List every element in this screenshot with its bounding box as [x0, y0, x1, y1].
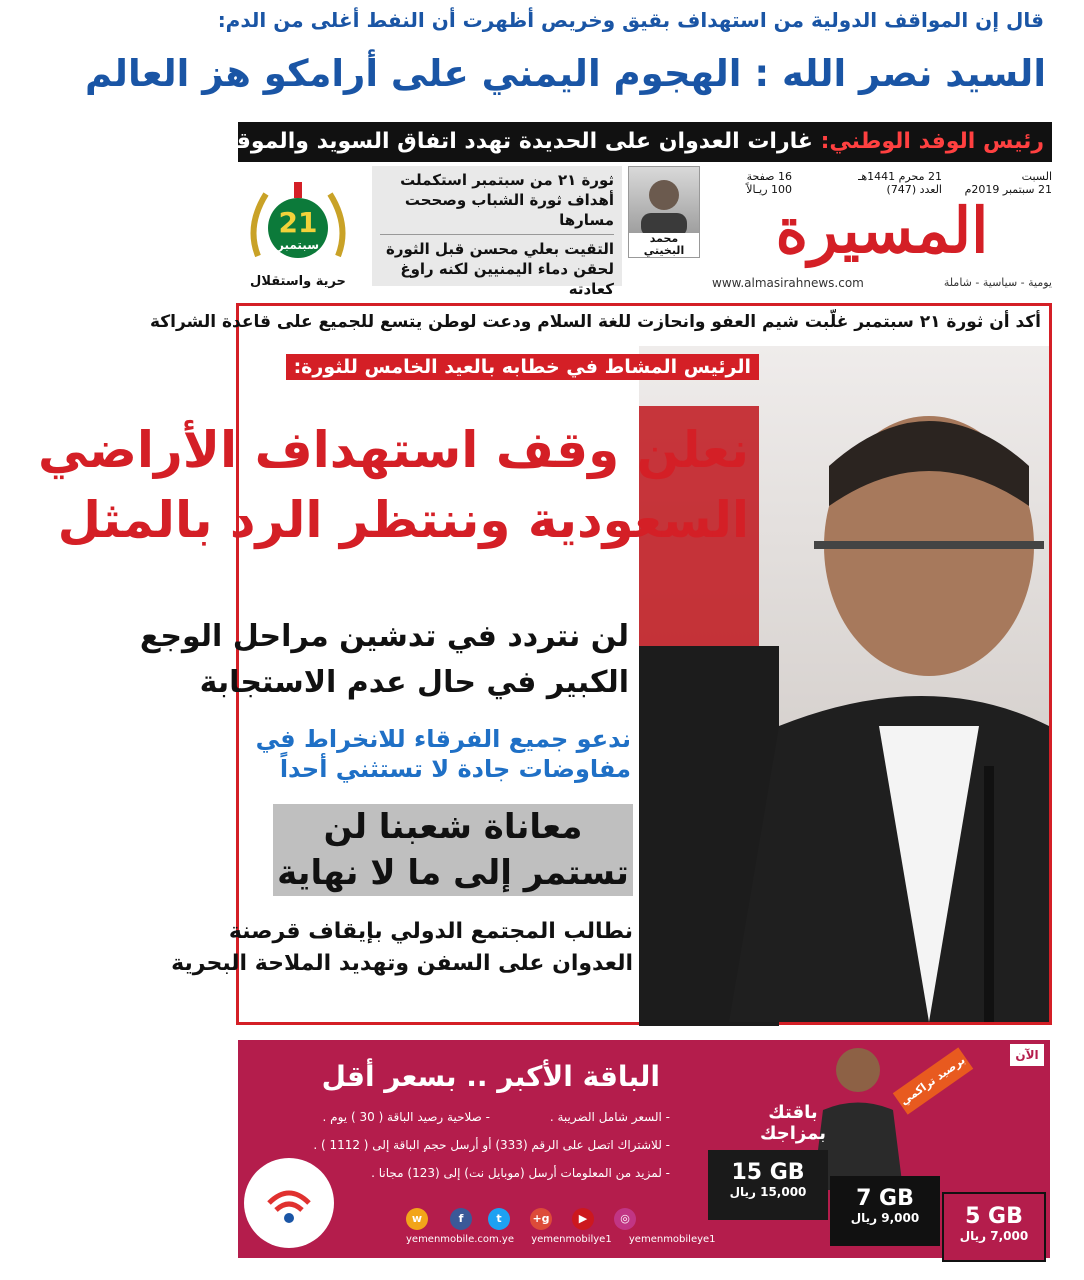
- handle-facebook[interactable]: yemenmobilye1: [531, 1234, 612, 1245]
- price-block: [746, 170, 792, 196]
- package-price: 9,000 ريال: [850, 1211, 920, 1225]
- badge-caption: حرية واستقلال: [250, 274, 346, 289]
- badge-number: 21: [278, 206, 318, 239]
- issue-number: العدد (747): [886, 183, 942, 196]
- ad-line-1b: - صلاحية رصيد الباقة ( 30 ) يوم .: [322, 1110, 490, 1124]
- author-name: محمد البخيتي: [629, 233, 699, 257]
- site-url[interactable]: www.almasirahnews.com: [712, 276, 864, 290]
- gray-quote-box: [273, 804, 633, 896]
- person-icon: [629, 167, 699, 237]
- teaser-divider: [380, 234, 614, 235]
- handle-youtube[interactable]: yemenmobileye1: [628, 1234, 716, 1245]
- masthead: [712, 166, 1052, 294]
- facebook-icon[interactable]: f: [450, 1208, 472, 1230]
- ad-line-2: - للاشتراك اتصل على الرقم (333) أو أرسل حجم الباقة إلى ( 1112 ) .: [313, 1138, 670, 1152]
- date-greg: 21 سبتمبر 2019م: [964, 183, 1052, 196]
- price: 100 ريـالاً: [746, 183, 792, 196]
- big-line-2: السعودية وننتظر الرد بالمثل: [57, 491, 749, 549]
- hijri-block: [858, 170, 942, 196]
- package-size: 7 GB: [856, 1186, 914, 1211]
- package-5gb[interactable]: [942, 1192, 1046, 1262]
- teaser-box: [372, 166, 622, 298]
- blue-line-2: مفاوضات جادة لا تستثني أحداً: [279, 755, 631, 783]
- date-block: [965, 170, 1052, 196]
- google-plus-icon[interactable]: g+: [530, 1208, 552, 1230]
- package-7gb[interactable]: [830, 1176, 940, 1246]
- anniversary-badge: [238, 176, 358, 296]
- gray-line-2: تستمر إلى ما لا نهاية: [277, 853, 629, 893]
- blue-line-1: ندعو جميع الفرقاء للانخراط في: [255, 725, 631, 753]
- social-handles: [406, 1234, 716, 1245]
- day: السبت: [1021, 170, 1052, 183]
- tagline: يومية - سياسية - شاملة: [943, 276, 1052, 289]
- secondary-headline-bar: [0, 122, 1052, 162]
- packet-label: باقتك بمزاجك: [760, 1102, 826, 1144]
- bottom-line-1: نطالب المجتمع الدولي بإيقاف قرصنة: [228, 919, 633, 944]
- wifi-icon: [244, 1158, 334, 1248]
- author-photo: [628, 166, 700, 258]
- now-tag: الآن: [1010, 1044, 1044, 1066]
- teaser-line-1: ثورة ٢١ من سبتمبر استكملت أهداف ثورة الشباب وصححت مسارها: [400, 171, 614, 229]
- mobile-ad[interactable]: [238, 1040, 1050, 1258]
- mid-line-2: الكبير في حال عدم الاستجابة: [199, 665, 629, 700]
- newspaper-logo: المسيرة: [775, 194, 989, 267]
- package-15gb[interactable]: [708, 1150, 828, 1220]
- gray-line-1: معاناة شعبنا لن: [323, 807, 583, 847]
- mid-line-1: لن نتردد في تدشين مراحل الوجع: [139, 619, 629, 654]
- package-price: 7,000 ريال: [959, 1229, 1029, 1243]
- twitter-icon[interactable]: t: [488, 1208, 510, 1230]
- web-icon[interactable]: w: [406, 1208, 428, 1230]
- ad-title: الباقة الأكبر .. بسعر أقل: [321, 1060, 660, 1093]
- youtube-icon[interactable]: ▶: [572, 1208, 594, 1230]
- page-count: 16 صفحة: [746, 170, 792, 183]
- big-line-1: نعلن وقف استهداف الأراضي: [37, 421, 749, 479]
- instagram-icon[interactable]: ◎: [614, 1208, 636, 1230]
- handle-site[interactable]: yemenmobile.com.ye: [406, 1234, 515, 1245]
- pre-headline: قال إن المواقف الدولية من استهداف بقيق وخريص أظهرت أن النفط أغلى من الدم:: [217, 8, 1044, 32]
- credit-tag: برصيد تراكمي: [893, 1047, 973, 1114]
- ad-line-3: - لمزيد من المعلومات أرسل (موبايل نت) إلى (123) مجانا .: [371, 1166, 670, 1180]
- subhead: الرئيس المشاط في خطابه بالعيد الخامس للثورة:: [286, 354, 759, 380]
- badge-month: سبتمبر: [276, 238, 319, 252]
- bar-label: رئيس الوفد الوطني:: [820, 129, 1044, 154]
- yemen-mobile-logo: [244, 1158, 334, 1248]
- teaser-line-2: التقيت بعلي محسن قبل الثورة لحقن دماء اليمنيين لكنه راوغ كعادته: [386, 240, 614, 298]
- ad-line-1: - السعر شامل الضريبة .: [549, 1110, 670, 1124]
- bar-text: غارات العدوان على الحديدة تهدد اتفاق السويد والموقف الأممي على المحك: [0, 129, 813, 154]
- top-strip: أكد أن ثورة ٢١ سبتمبر غلّبت شيم العفو وانحازت للغة السلام ودعت لوطن يتسع للجميع على قاعدة الشراكة: [149, 312, 1041, 332]
- package-size: 15 GB: [731, 1160, 805, 1185]
- bottom-line-2: العدوان على السفن وتهديد الملاحة البحرية: [171, 951, 633, 976]
- date-hijri: 21 محرم 1441هـ: [858, 170, 942, 183]
- main-story: [37, 303, 1052, 1025]
- package-price: 15,000 ريال: [729, 1185, 807, 1199]
- package-size: 5 GB: [965, 1204, 1023, 1229]
- main-headline: السيد نصر الله : الهجوم اليمني على أرامكو هز العالم: [85, 52, 1046, 95]
